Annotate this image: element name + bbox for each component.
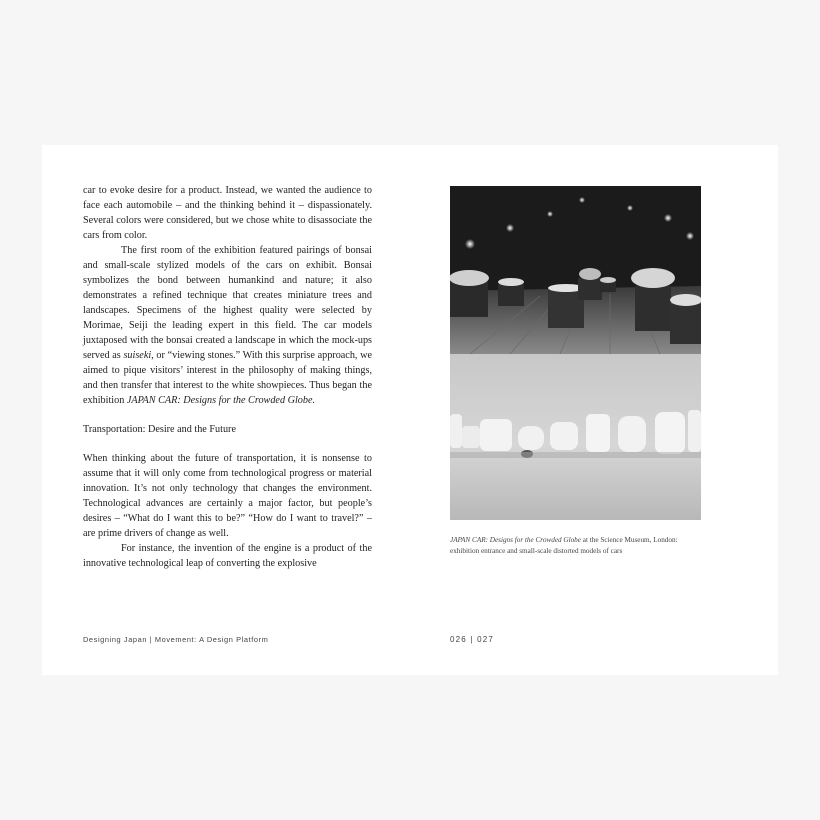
running-footer: Designing Japan | Movement: A Design Platform	[83, 635, 269, 644]
body-text	[83, 183, 372, 571]
exhibition-room-photo	[450, 186, 701, 354]
photo-stack	[450, 186, 701, 520]
left-page	[42, 145, 410, 675]
paragraph-2-part-2: , or “viewing stones.” With this surprise approach, we aimed to pique visitors’ interest in the philosophy of making things, and then transfer that interest to the white showpieces. Thus began the exhibition	[83, 350, 373, 406]
paragraph-4: For instance, the invention of the engine is a product of the innovative technological leap of converting the explosive	[83, 543, 372, 569]
book-spread	[42, 145, 778, 675]
suiseki-term: suiseki	[123, 350, 152, 361]
paragraph-1: car to evoke desire for a product. Instead, we wanted the audience to face each automobile – and the thinking behind it – dispassionately. Several colors were considered, but we chose white to disassociate the cars from color.	[83, 185, 372, 241]
car-models-photo	[450, 354, 701, 520]
page-numbers: 026 | 027	[450, 635, 495, 644]
photo-caption	[450, 535, 702, 556]
caption-text: at the Science Museum, London: exhibition entrance and small-scale distorted models of cars	[450, 536, 678, 555]
caption-italic-title: JAPAN CAR: Designs for the Crowded Globe	[450, 536, 581, 544]
paragraph-2-part-1: The first room of the exhibition featured pairings of bonsai and small-scale stylized models of the cars on exhibit. Bonsai symbolizes the bond between humankind and nature; it also demonstrates a refined technique that creates miniature trees and landscapes. Specimens of the highest quality were selected by Morimae, Seiji the leading expert in this field. The car models juxtaposed with the bonsai created a landscape in which the mock-ups served as	[83, 245, 372, 361]
section-heading: Transportation: Desire and the Future	[83, 424, 236, 435]
paragraph-2	[83, 243, 372, 408]
exhibition-title: JAPAN CAR: Designs for the Crowded Globe.	[126, 395, 316, 406]
right-page	[410, 145, 778, 675]
paragraph-3: When thinking about the future of transportation, it is nonsense to assume that it will only come from technological progress or material innovation. It’s not only technology that changes the environment. Technological advances are certainly a major factor, but people’s desires – “What do I want this to be?” “How do I want to travel?” – are prime drivers of change as well.	[83, 453, 372, 539]
